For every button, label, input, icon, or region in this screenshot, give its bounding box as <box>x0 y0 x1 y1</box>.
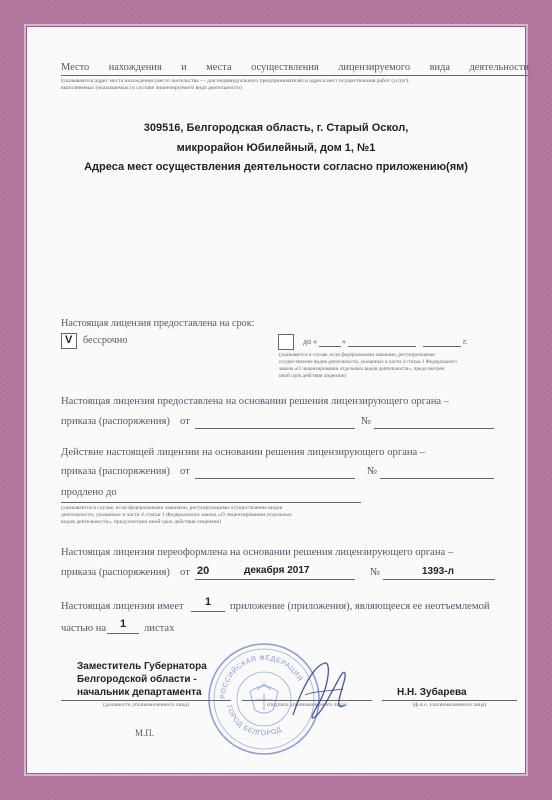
name-caption: (ф.и.о. уполномоченного лица) <box>412 702 487 708</box>
granted-order-label: приказа (распоряжения) <box>61 416 170 427</box>
appendix-suffix: приложение (приложения), являющееся ее неотъемлемой <box>230 601 490 612</box>
document-body <box>27 27 529 773</box>
appendix-prefix: Настоящая лицензия имеет <box>61 601 184 612</box>
appendix-part-prefix: частью на <box>61 623 107 634</box>
reissued-day: 20 <box>197 565 210 577</box>
appendix-sheets-suffix: листах <box>144 623 175 634</box>
reissued-line: Настоящая лицензия переоформлена на основании решения лицензирующего органа – <box>61 547 454 558</box>
term-note-2: осуществление видов деятельности, указанных в части 4 статьи 1 Федерального <box>279 359 457 365</box>
extended-date-line <box>195 478 355 479</box>
reissued-month-year: декабря 2017 <box>244 565 310 576</box>
extended-no: № <box>367 466 378 477</box>
appendix-count: 1 <box>204 596 212 608</box>
header-underline <box>61 75 529 76</box>
reissued-number-line <box>383 579 495 580</box>
stamp-text-top: РОССИЙСКАЯ ФЕДЕРАЦИЯ <box>219 654 304 700</box>
svg-text:ГОРОД БЕЛГОРОД <box>225 705 283 738</box>
address-line-1: 309516, Белгородская область, г. Старый Оскол, <box>143 122 409 134</box>
granted-date-line <box>195 428 355 429</box>
signer-name: Н.Н. Зубарева <box>397 687 467 698</box>
extended-prolonged-line <box>61 502 361 503</box>
reissued-number: 1393-л <box>422 566 454 577</box>
name-line <box>382 700 517 701</box>
term-note-1: (указывается в случае, если федеральными законами, регулирующими <box>279 352 435 358</box>
address-line-3: Адреса мест осуществления деятельности согласно приложению(ям) <box>84 161 468 173</box>
position-line-1: Заместитель Губернатора <box>77 661 207 672</box>
reissued-from: от <box>180 567 190 578</box>
until-mid: » <box>342 337 346 346</box>
indefinite-checkbox <box>61 333 77 349</box>
extended-note-2: деятельности, указанных в части 4 статьи 1 Федерального закона «О лицензировании отдельных <box>61 512 292 518</box>
until-day-line <box>319 346 341 347</box>
until-suffix: г. <box>463 337 468 346</box>
position-line-3: начальник департамента <box>77 687 202 698</box>
extended-note-1: (указывается в случае, если федеральными законами, регулирующими осуществление видов <box>61 505 283 511</box>
extended-note-3: видов деятельности», предусмотрен иной срок действия лицензии) <box>61 519 222 525</box>
until-checkbox <box>278 334 294 350</box>
position-line-2: Белгородской области - <box>77 674 197 685</box>
header-note-2: выполняемых (оказываемых) в составе лицензируемого вида деятельности) <box>61 85 242 91</box>
extended-number-line <box>380 478 494 479</box>
until-month-line <box>348 346 416 347</box>
mp-label: М.П. <box>135 728 155 738</box>
granted-line: Настоящая лицензия предоставлена на основании решения лицензирующего органа – <box>61 396 450 407</box>
term-note-3: закона «О лицензировании отдельных видов деятельности», предусмотрен <box>279 366 445 372</box>
granted-no: № <box>361 416 372 427</box>
header-note-1: (указываются адрес места нахождения (место жительства — для индивидуального предпринимателя) и адреса мест осуществления работ (услуг), <box>61 78 410 84</box>
address-line-2: микрорайон Юбилейный, дом 1, №1 <box>176 142 376 154</box>
appendix-sheets: 1 <box>119 618 127 630</box>
header-title: Место нахождения и места осуществления лицензируемого вида деятельности <box>61 62 529 73</box>
check-mark: V <box>65 334 73 346</box>
granted-number-line <box>374 428 494 429</box>
granted-from: от <box>180 416 190 427</box>
position-caption: (должность уполномоченного лица) <box>103 702 189 708</box>
reissued-order-label: приказа (распоряжения) <box>61 567 170 578</box>
term-note-4: иной срок действия лицензии) <box>279 373 347 379</box>
until-prefix: до « <box>303 337 318 346</box>
reissued-date-line <box>195 579 355 580</box>
term-label: Настоящая лицензия предоставлена на срок: <box>61 318 255 329</box>
indefinite-label: бессрочно <box>83 335 128 346</box>
reissued-no: № <box>370 567 381 578</box>
sign-caption: (подпись уполномоченного лица) <box>267 702 347 708</box>
handwritten-signature <box>285 655 355 735</box>
extended-prolonged: продлено до <box>61 487 117 498</box>
appendix-count-line <box>191 611 225 612</box>
stamp-text-bottom: ГОРОД БЕЛГОРОД <box>225 704 283 738</box>
extended-line: Действие настоящей лицензии на основании решения лицензирующего органа – <box>61 447 426 458</box>
extended-order-label: приказа (распоряжения) <box>61 466 170 477</box>
extended-from: от <box>180 466 190 477</box>
until-year-line <box>423 346 461 347</box>
appendix-sheets-line <box>107 633 139 634</box>
